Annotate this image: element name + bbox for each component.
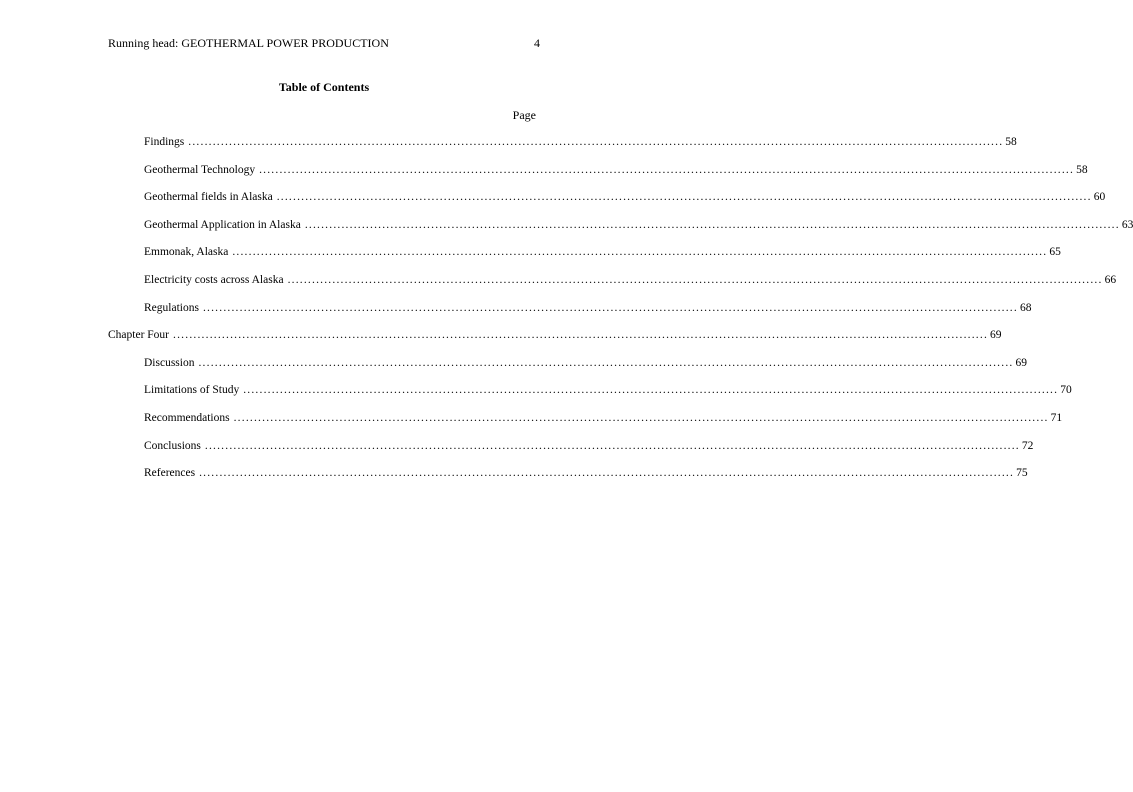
toc-entry[interactable] bbox=[144, 245, 1061, 259]
toc-entry-page-number: 60 bbox=[1093, 191, 1106, 204]
running-head: Running head: GEOTHERMAL POWER PRODUCTION bbox=[108, 36, 389, 50]
toc-entry[interactable] bbox=[144, 163, 1088, 177]
toc-entry-page-number: 70 bbox=[1060, 384, 1072, 397]
toc-entry-label: Electricity costs across Alaska bbox=[144, 274, 284, 286]
toc-entry[interactable] bbox=[144, 383, 1072, 397]
toc-entry-label: Discussion bbox=[144, 356, 195, 369]
toc-entry-page-number: 63 bbox=[1121, 218, 1133, 231]
toc-title: Table of Contents bbox=[278, 80, 370, 94]
toc-entry-label: Geothermal Application in Alaska bbox=[144, 218, 301, 231]
toc-entry-page-number: 71 bbox=[1050, 412, 1063, 424]
toc-entry[interactable] bbox=[144, 135, 1017, 149]
toc-entry[interactable] bbox=[144, 190, 1106, 204]
toc-entry-label: Limitations of Study bbox=[144, 384, 240, 397]
toc-dot-leader: ........................................................................................................................................................................................................ bbox=[243, 384, 1059, 397]
toc-entry-page-number: 68 bbox=[1019, 301, 1032, 314]
toc-entry[interactable] bbox=[108, 328, 1002, 342]
toc-entry-page-number: 69 bbox=[1015, 356, 1027, 369]
toc-entry[interactable] bbox=[144, 273, 1117, 287]
toc-entry-label: Conclusions bbox=[144, 439, 201, 452]
toc-entry[interactable] bbox=[144, 301, 1032, 315]
page-number: 4 bbox=[534, 36, 540, 50]
toc-entry[interactable] bbox=[144, 411, 1063, 425]
toc-dot-leader: ........................................................................................................................................................................................................ bbox=[199, 467, 1015, 480]
toc-dot-leader: ........................................................................................................................................................................................................ bbox=[304, 218, 1120, 231]
toc-dot-leader: ........................................................................................................................................................................................................ bbox=[173, 329, 989, 342]
toc-entry-label: Emmonak, Alaska bbox=[144, 246, 229, 259]
toc-entry-page-number: 66 bbox=[1104, 274, 1117, 286]
toc-dot-leader: ........................................................................................................................................................................................................ bbox=[233, 412, 1049, 424]
toc-dot-leader: ........................................................................................................................................................................................................ bbox=[202, 301, 1018, 314]
toc-entry[interactable] bbox=[144, 439, 1034, 453]
toc-entry[interactable] bbox=[144, 218, 1133, 232]
toc-entry-label: References bbox=[144, 467, 196, 480]
toc-dot-leader: ........................................................................................................................................................................................................ bbox=[188, 136, 1004, 148]
toc-page-column-label: Page bbox=[512, 108, 536, 122]
toc-entry[interactable] bbox=[144, 466, 1028, 480]
toc-entry-label: Recommendations bbox=[144, 412, 230, 424]
toc-entry-page-number: 75 bbox=[1016, 467, 1028, 480]
toc-entry-page-number: 69 bbox=[990, 329, 1002, 342]
toc-entry-label: Geothermal Technology bbox=[144, 163, 256, 176]
toc-dot-leader: ........................................................................................................................................................................................................ bbox=[259, 163, 1075, 176]
toc-dot-leader: ........................................................................................................................................................................................................ bbox=[232, 246, 1048, 259]
toc-dot-leader: ........................................................................................................................................................................................................ bbox=[287, 274, 1103, 286]
toc-entry-page-number: 58 bbox=[1005, 136, 1017, 148]
toc-entry-label: Findings bbox=[144, 136, 185, 148]
toc-entry-page-number: 72 bbox=[1021, 439, 1034, 452]
toc-entry-label: Regulations bbox=[144, 301, 199, 314]
toc-dot-leader: ........................................................................................................................................................................................................ bbox=[204, 439, 1020, 452]
toc-entry-page-number: 58 bbox=[1076, 163, 1088, 176]
toc-entry-page-number: 65 bbox=[1049, 246, 1061, 259]
toc-entry-label: Chapter Four bbox=[108, 329, 170, 342]
toc-dot-leader: ........................................................................................................................................................................................................ bbox=[198, 356, 1014, 369]
toc-dot-leader: ........................................................................................................................................................................................................ bbox=[276, 191, 1092, 204]
toc-entry[interactable] bbox=[144, 356, 1027, 370]
toc-entry-label: Geothermal fields in Alaska bbox=[144, 191, 273, 204]
